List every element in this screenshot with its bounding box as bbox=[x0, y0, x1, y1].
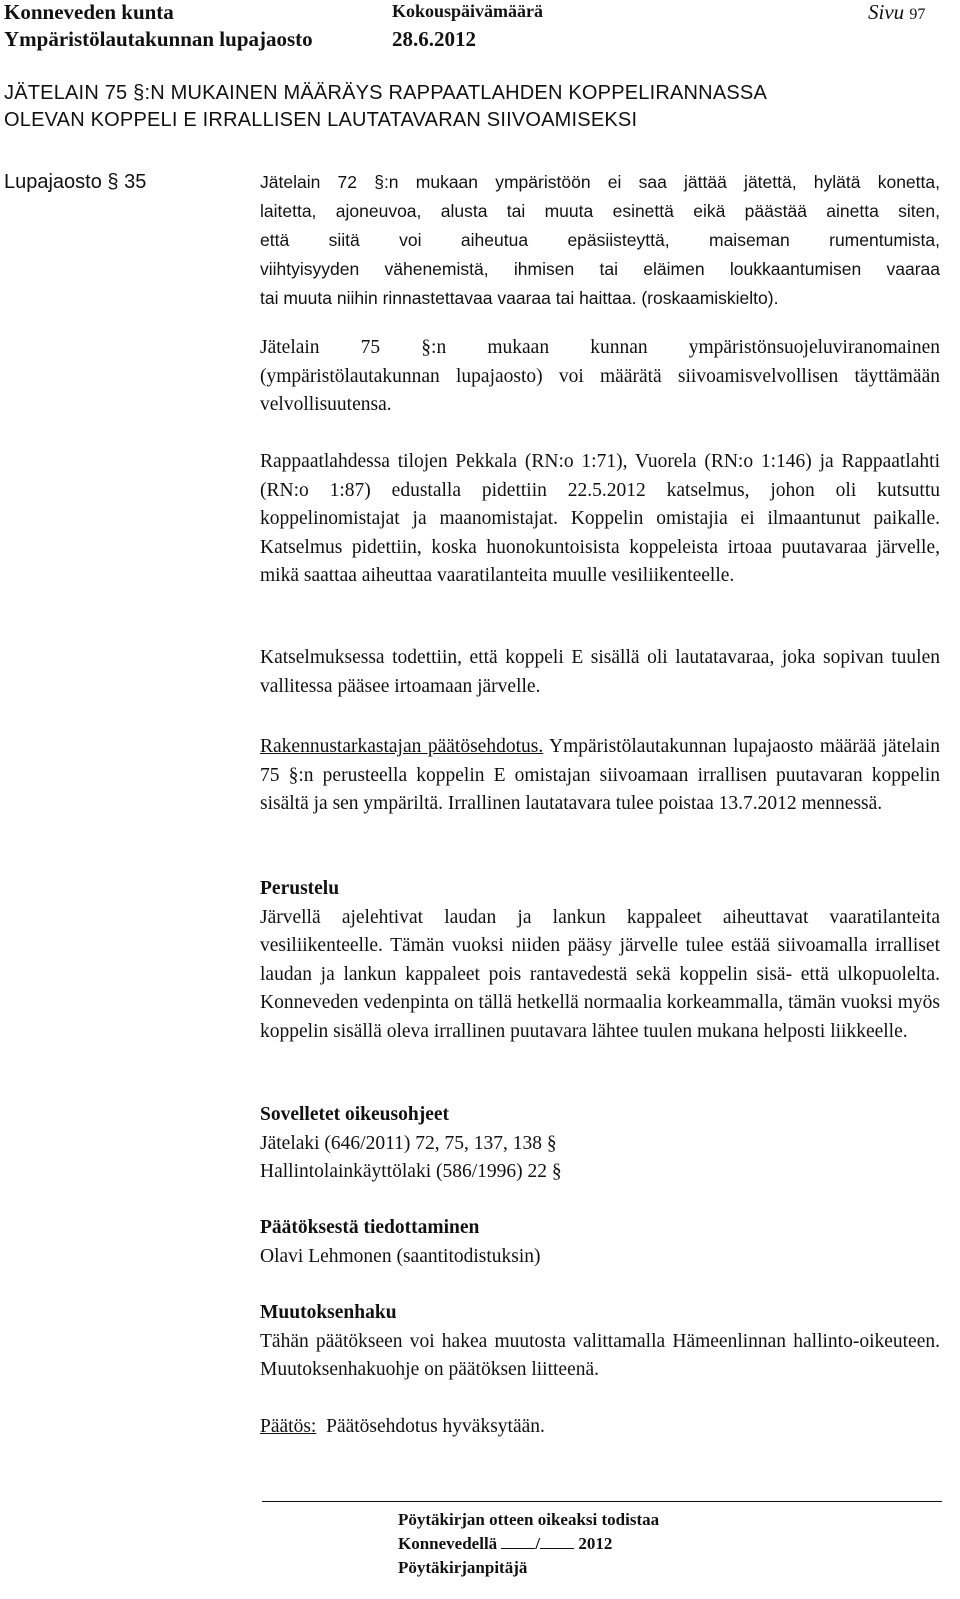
day-blank bbox=[501, 1534, 535, 1549]
paragraph-jatelain-75 bbox=[260, 334, 940, 420]
p1-line: viihtyisyyden vähenemistä, ihmisen tai eläimen loukkaantumisen vaaraa bbox=[260, 259, 940, 279]
proposal-text: Ympäristölautakunnan lupajaosto määrää jätelain 75 §:n perusteella koppelin E omistajan siivoamaan irrallisen puutavaran koppelin sisältä ja sen ympäriltä. Irrallinen lautatavara tulee poistaa 13.7.2012 mennessä. bbox=[260, 736, 940, 814]
perustelu-text: Järvellä ajelehtivat laudan ja lankun kappaleet aiheuttavat vaaratilanteita vesiliikenteelle. Tämän vuoksi niiden pääsy järvelle tulee estää siivoamalla irralliset laudan ja lankun kappaleet pois rantavedestä sekä koppelin sisä- että ulkopuolelta. Konneveden vedenpinta on tällä hetkellä normaalia korkeammalla, tämän vuoksi myös koppelin sisällä oleva irrallinen puutavara lähtee tuulen mukana helposti liikkeelle. bbox=[260, 906, 940, 1042]
page-label: Sivu bbox=[868, 0, 905, 24]
p3-text: Rappaatlahdessa tilojen Pekkala (RN:o 1:71), Vuorela (RN:o 1:146) ja Rappaatlahti (RN:o 1:87) edustalla pidettiin 22.5.2012 katselmus, johon oli kutsuttu koppelinomistajat ja maanomistajat. Koppelin omistajia ei ilmaantunut paikalle. Katselmus pidettiin, koska huonokuntoisista koppeleista irtoaa puutavaraa järvelle, mikä saattaa aiheuttaa vaaratilanteita muulle vesiliikenteelle. bbox=[260, 451, 940, 586]
date-separator: / bbox=[535, 1534, 541, 1553]
p1-line: Jätelain 72 §:n mukaan ympäristöön ei saa jättää jätettä, hylätä konetta, bbox=[260, 172, 940, 192]
section-label: Lupajaosto § 35 bbox=[4, 171, 147, 193]
muutoksenhaku-text: Tähän päätökseen voi hakea muutosta valittamalla Hämeenlinnan hallinto-oikeuteen. Muutoksenhakuohje on päätöksen liitteenä. bbox=[260, 1330, 940, 1380]
perustelu-heading: Perustelu bbox=[260, 878, 340, 899]
p2-text: Jätelain 75 §:n mukaan kunnan ympäristönsuojeluviranomainen (ympäristölautakunnan lupajaosto) voi määrätä siivoamisvelvollisen täyttämään velvollisuutensa. bbox=[260, 337, 940, 415]
document-title-line1: JÄTELAIN 75 §:N MUKAINEN MÄÄRÄYS RAPPAATLAHDEN KOPPELIRANNASSA bbox=[4, 82, 767, 104]
municipality-name: Konneveden kunta bbox=[4, 0, 174, 24]
paragraph-lautatavara bbox=[260, 644, 940, 701]
oikeusohje-2: Hallintolainkäyttölaki (586/1996) 22 § bbox=[260, 1161, 562, 1182]
p1-line: että siitä voi aiheutua epäsiisteyttä, maiseman rumentumista, bbox=[260, 230, 940, 250]
paragraph-paatosehdotus bbox=[260, 733, 940, 819]
committee-name: Ympäristölautakunnan lupajaosto bbox=[4, 27, 313, 51]
p1-line: laitetta, ajoneuvoa, alusta tai muuta esinettä eikä päästää ainetta siten, bbox=[260, 201, 940, 221]
page-indicator bbox=[868, 0, 925, 25]
certification-place-date bbox=[398, 1532, 659, 1556]
certification-signer: Pöytäkirjanpitäjä bbox=[398, 1558, 528, 1577]
section-muutoksenhaku bbox=[260, 1299, 940, 1385]
section-tiedottaminen bbox=[260, 1214, 940, 1271]
p1-line: tai muuta niihin rinnastettavaa vaaraa tai haittaa. (roskaamiskielto). bbox=[260, 288, 779, 308]
paragraph-katselmus bbox=[260, 448, 940, 591]
section-paatos bbox=[260, 1413, 940, 1442]
month-blank bbox=[540, 1534, 574, 1549]
p4-text: Katselmuksessa todettiin, että koppeli E sisällä oli lautatavaraa, joka sopivan tuulen vallitessa pääsee irtoamaan järvelle. bbox=[260, 647, 940, 697]
muutoksenhaku-heading: Muutoksenhaku bbox=[260, 1302, 397, 1323]
oikeusohje-1: Jätelaki (646/2011) 72, 75, 137, 138 § bbox=[260, 1132, 557, 1154]
section-perustelu bbox=[260, 875, 940, 1046]
certification-line: Pöytäkirjan otteen oikeaksi todistaa bbox=[398, 1510, 660, 1529]
proposal-label: Rakennustarkastajan päätösehdotus. bbox=[260, 736, 544, 757]
certification-place: Konnevedellä bbox=[398, 1534, 498, 1553]
meeting-date: 28.6.2012 bbox=[392, 27, 476, 51]
paatos-line bbox=[260, 1413, 940, 1442]
footer-divider bbox=[262, 1501, 942, 1502]
certification-year: 2012 bbox=[578, 1534, 613, 1553]
paatos-text: Päätösehdotus hyväksytään. bbox=[326, 1416, 545, 1437]
tiedottaminen-heading: Päätöksestä tiedottaminen bbox=[260, 1217, 480, 1238]
certification-block bbox=[398, 1508, 659, 1580]
paragraph-roskaamiskielto bbox=[260, 168, 940, 313]
tiedottaminen-text: Olavi Lehmonen (saantitodistuksin) bbox=[260, 1245, 541, 1267]
section-oikeusohjeet bbox=[260, 1101, 940, 1187]
meeting-date-label: Kokouspäivämäärä bbox=[392, 1, 544, 21]
document-title-line2: OLEVAN KOPPELI E IRRALLISEN LAUTATAVARAN SIIVOAMISEKSI bbox=[4, 109, 638, 131]
p5-text bbox=[260, 733, 940, 819]
oikeusohjeet-heading: Sovelletet oikeusohjeet bbox=[260, 1104, 450, 1125]
paatos-label: Päätös: bbox=[260, 1416, 317, 1437]
page-number: 97 bbox=[909, 6, 926, 23]
